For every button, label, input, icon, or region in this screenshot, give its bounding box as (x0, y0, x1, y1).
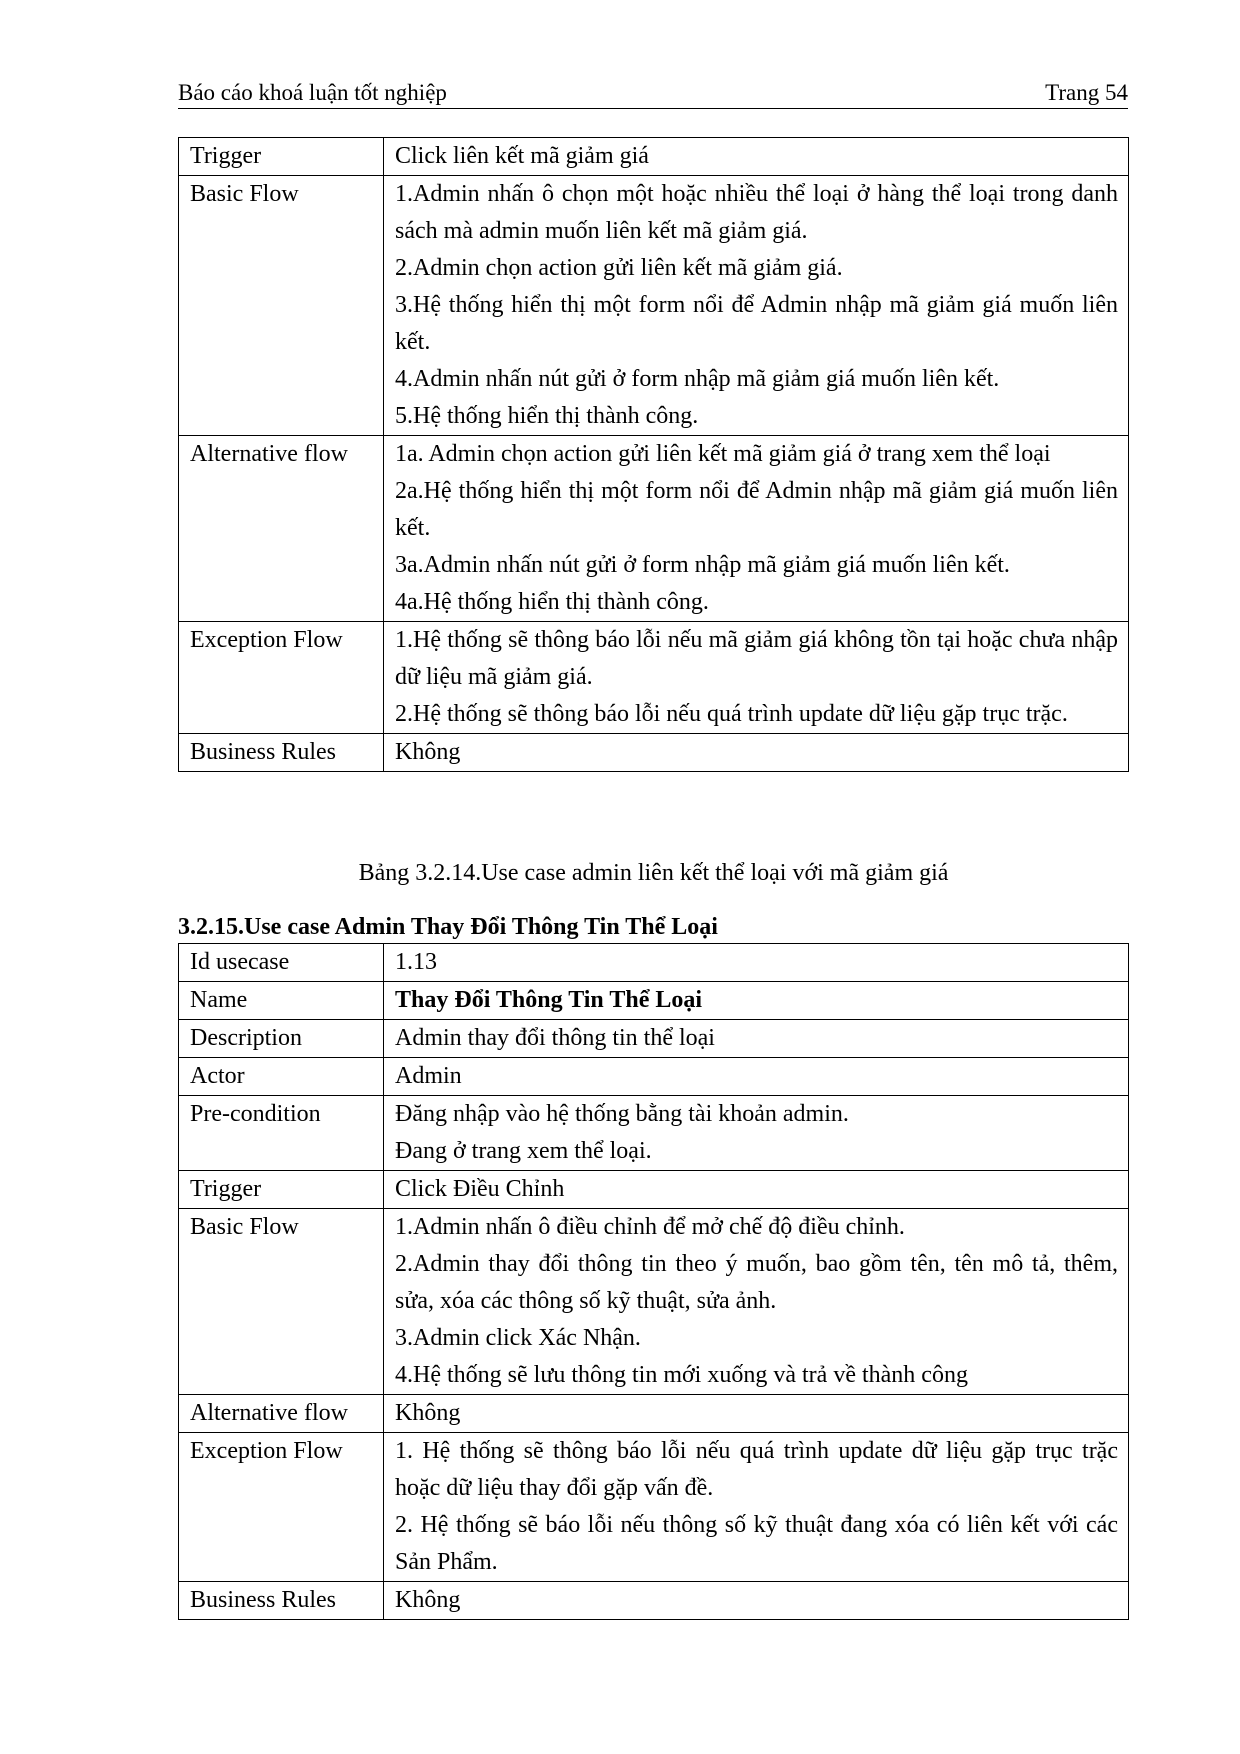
table-row (179, 436, 1129, 622)
table-row (179, 1096, 1129, 1171)
content-line: Click liên kết mã giảm giá (395, 143, 649, 169)
row-label: Trigger (179, 138, 384, 176)
row-label: Id usecase (179, 944, 384, 982)
table-row (179, 1209, 1129, 1395)
content-line: Đang ở trang xem thể loại. (395, 1138, 652, 1164)
page-header (178, 74, 1128, 109)
table-row (179, 1433, 1129, 1582)
row-label: Actor (179, 1058, 384, 1096)
row-content (384, 982, 1129, 1020)
table-row (179, 1058, 1129, 1096)
row-label: Alternative flow (179, 1395, 384, 1433)
table-row (179, 944, 1129, 982)
row-label: Business Rules (179, 1582, 384, 1620)
row-label: Business Rules (179, 734, 384, 772)
content-line: 1.13 (395, 949, 437, 975)
content-line: Đăng nhập vào hệ thống bằng tài khoản admin. (395, 1101, 849, 1127)
content-line: 4.Hệ thống sẽ lưu thông tin mới xuống và trả về thành công (395, 1362, 968, 1388)
table-caption: Bảng 3.2.14.Use case admin liên kết thể loại với mã giảm giá (358, 860, 949, 886)
row-label: Exception Flow (179, 1433, 384, 1582)
table-row (179, 622, 1129, 734)
content-line: 1. Hệ thống sẽ thông báo lỗi nếu quá trình update dữ liệu gặp trục trặc hoặc dữ liệu thay đổi gặp vấn đề. (395, 1438, 1118, 1501)
table-row (179, 1020, 1129, 1058)
section-title: 3.2.15.Use case Admin Thay Đổi Thông Tin Thể Loại (178, 914, 718, 940)
table-row (179, 138, 1129, 176)
row-label: Exception Flow (179, 622, 384, 734)
row-content (384, 138, 1129, 176)
content-line: 3.Admin click Xác Nhận. (395, 1325, 641, 1351)
use-case-table-3-2-15 (178, 943, 1129, 1620)
table-row (179, 176, 1129, 436)
content-line: 4.Admin nhấn nút gửi ở form nhập mã giảm giá muốn liên kết. (395, 366, 1000, 392)
table-row (179, 1582, 1129, 1620)
row-content (384, 1020, 1129, 1058)
use-case-table-3-2-14 (178, 137, 1129, 772)
row-content (384, 1582, 1129, 1620)
page-number: Trang 54 (1045, 80, 1128, 105)
table-row (179, 1395, 1129, 1433)
content-line: 2a.Hệ thống hiển thị một form nổi để Admin nhập mã giảm giá muốn liên kết. (395, 478, 1118, 541)
content-line: 2.Hệ thống sẽ thông báo lỗi nếu quá trình update dữ liệu gặp trục trặc. (395, 701, 1068, 727)
content-line: 3.Hệ thống hiển thị một form nổi để Admin nhập mã giảm giá muốn liên kết. (395, 292, 1118, 355)
row-content (384, 1433, 1129, 1582)
row-content (384, 1209, 1129, 1395)
content-line: 4a.Hệ thống hiển thị thành công. (395, 589, 709, 615)
content-line: Không (395, 1587, 461, 1613)
row-content (384, 1058, 1129, 1096)
content-line: Admin thay đổi thông tin thể loại (395, 1025, 715, 1051)
row-content (384, 1395, 1129, 1433)
row-content (384, 944, 1129, 982)
row-label: Basic Flow (179, 1209, 384, 1395)
row-content (384, 176, 1129, 436)
content-line: 1.Admin nhấn ô điều chỉnh để mở chế độ điều chỉnh. (395, 1214, 905, 1240)
row-label: Name (179, 982, 384, 1020)
content-line: Không (395, 1400, 461, 1426)
table-row (179, 982, 1129, 1020)
row-content (384, 734, 1129, 772)
content-line: 1.Admin nhấn ô chọn một hoặc nhiều thể loại ở hàng thể loại trong danh sách mà admin muốn liên kết mã giảm giá. (395, 181, 1118, 244)
row-content (384, 1171, 1129, 1209)
content-line: 5.Hệ thống hiển thị thành công. (395, 403, 699, 429)
row-content (384, 1096, 1129, 1171)
row-label: Basic Flow (179, 176, 384, 436)
row-content (384, 436, 1129, 622)
content-line: 2. Hệ thống sẽ báo lỗi nếu thông số kỹ thuật đang xóa có liên kết với các Sản Phẩm. (395, 1512, 1118, 1575)
content-line: 3a.Admin nhấn nút gửi ở form nhập mã giảm giá muốn liên kết. (395, 552, 1010, 578)
table-row (179, 1171, 1129, 1209)
content-line: 1a. Admin chọn action gửi liên kết mã giảm giá ở trang xem thể loại (395, 441, 1051, 467)
row-label: Alternative flow (179, 436, 384, 622)
content-line: Không (395, 739, 461, 765)
content-line: Admin (395, 1063, 462, 1089)
content-line: 2.Admin thay đổi thông tin theo ý muốn, bao gồm tên, tên mô tả, thêm, sửa, xóa các thông số kỹ thuật, sửa ảnh. (395, 1251, 1118, 1314)
row-label: Description (179, 1020, 384, 1058)
content-line: 1.Hệ thống sẽ thông báo lỗi nếu mã giảm giá không tồn tại hoặc chưa nhập dữ liệu mã giảm giá. (395, 627, 1118, 690)
header-title: Báo cáo khoá luận tốt nghiệp (178, 80, 447, 105)
content-line: Thay Đổi Thông Tin Thể Loại (395, 987, 703, 1013)
content-line: Click Điều Chỉnh (395, 1176, 565, 1202)
table-row (179, 734, 1129, 772)
row-label: Trigger (179, 1171, 384, 1209)
content-line: 2.Admin chọn action gửi liên kết mã giảm giá. (395, 255, 843, 281)
row-label: Pre-condition (179, 1096, 384, 1171)
row-content (384, 622, 1129, 734)
